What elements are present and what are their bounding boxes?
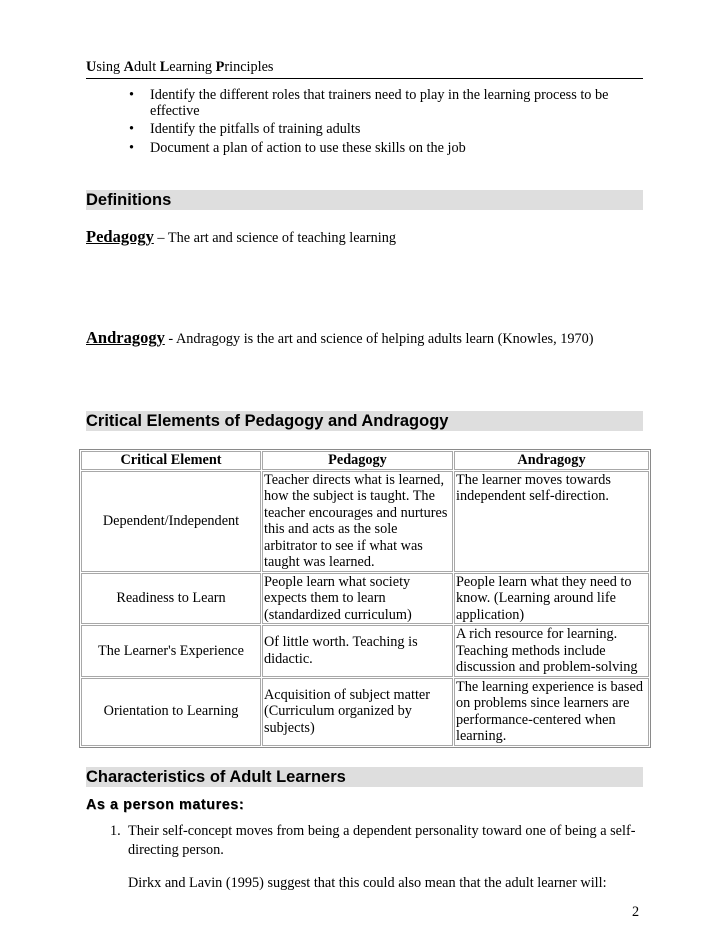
objectives-list — [128, 88, 628, 159]
section-heading-definitions: Definitions — [86, 190, 643, 210]
table-cell: People learn what they need to know. (Learning around life application) — [454, 573, 649, 625]
paragraph-note: Dirkx and Lavin (1995) suggest that this could also mean that the adult learner will: — [128, 875, 607, 891]
objective-item: • Identify the different roles that trainers need to play in the learning process to be effective — [128, 88, 628, 119]
objective-item: • Identify the pitfalls of training adults — [128, 122, 628, 138]
numbered-list — [110, 822, 645, 860]
section-heading-characteristics: Characteristics of Adult Learners — [86, 767, 643, 787]
header-word: Learning — [159, 59, 213, 75]
list-item — [110, 822, 645, 860]
definition-text: - Andragogy is the art and science of helping adults learn (Knowles, 1970) — [168, 331, 594, 347]
column-header-critical-element: Critical Element — [81, 451, 261, 470]
objective-item: • Document a plan of action to use these skills on the job — [128, 141, 628, 157]
header-rule — [86, 78, 643, 79]
table-cell: A rich resource for learning. Teaching methods include discussion and problem-solving — [454, 625, 649, 677]
table-header-row — [81, 451, 649, 470]
header-word: Adult — [123, 59, 157, 75]
table-row — [81, 678, 649, 746]
term-andragogy: Andragogy — [86, 328, 165, 347]
table-cell: The learner moves towards independent self-direction. — [454, 471, 649, 572]
term-pedagogy: Pedagogy — [86, 227, 154, 246]
table-row — [81, 625, 649, 677]
table-cell: Orientation to Learning — [81, 678, 261, 746]
definition-text: – The art and science of teaching learning — [157, 230, 397, 246]
list-number: 1. — [110, 823, 121, 839]
table-cell: Readiness to Learn — [81, 573, 261, 625]
list-text: Their self-concept moves from being a dependent personality toward one of being a self-directing person. — [128, 823, 636, 858]
table-cell: Dependent/Independent — [81, 471, 261, 572]
definition-andragogy — [86, 328, 594, 349]
table-cell: Acquisition of subject matter (Curriculum organized by subjects) — [262, 678, 453, 746]
subheading: As a person matures: — [86, 797, 245, 813]
section-heading-critical-elements: Critical Elements of Pedagogy and Andragogy — [86, 411, 643, 431]
table-cell: Of little worth. Teaching is didactic. — [262, 625, 453, 677]
table-cell: The learning experience is based on problems since learners are performance-centered when learning. — [454, 678, 649, 746]
page-number: 2 — [632, 904, 640, 920]
table-row — [81, 573, 649, 625]
table-cell: Teacher directs what is learned, how the subject is taught. The teacher encourages and nurtures this and acts as the sole arbitrator to see if what was taught was learned. — [262, 471, 453, 572]
running-header — [86, 59, 273, 76]
header-word: Using — [86, 59, 121, 75]
column-header-andragogy: Andragogy — [454, 451, 649, 470]
definition-pedagogy — [86, 227, 396, 248]
header-word: Principles — [215, 59, 274, 75]
table-cell: The Learner's Experience — [81, 625, 261, 677]
table-cell: People learn what society expects them to learn (standardized curriculum) — [262, 573, 453, 625]
table-row — [81, 471, 649, 572]
comparison-table — [79, 449, 651, 748]
column-header-pedagogy: Pedagogy — [262, 451, 453, 470]
